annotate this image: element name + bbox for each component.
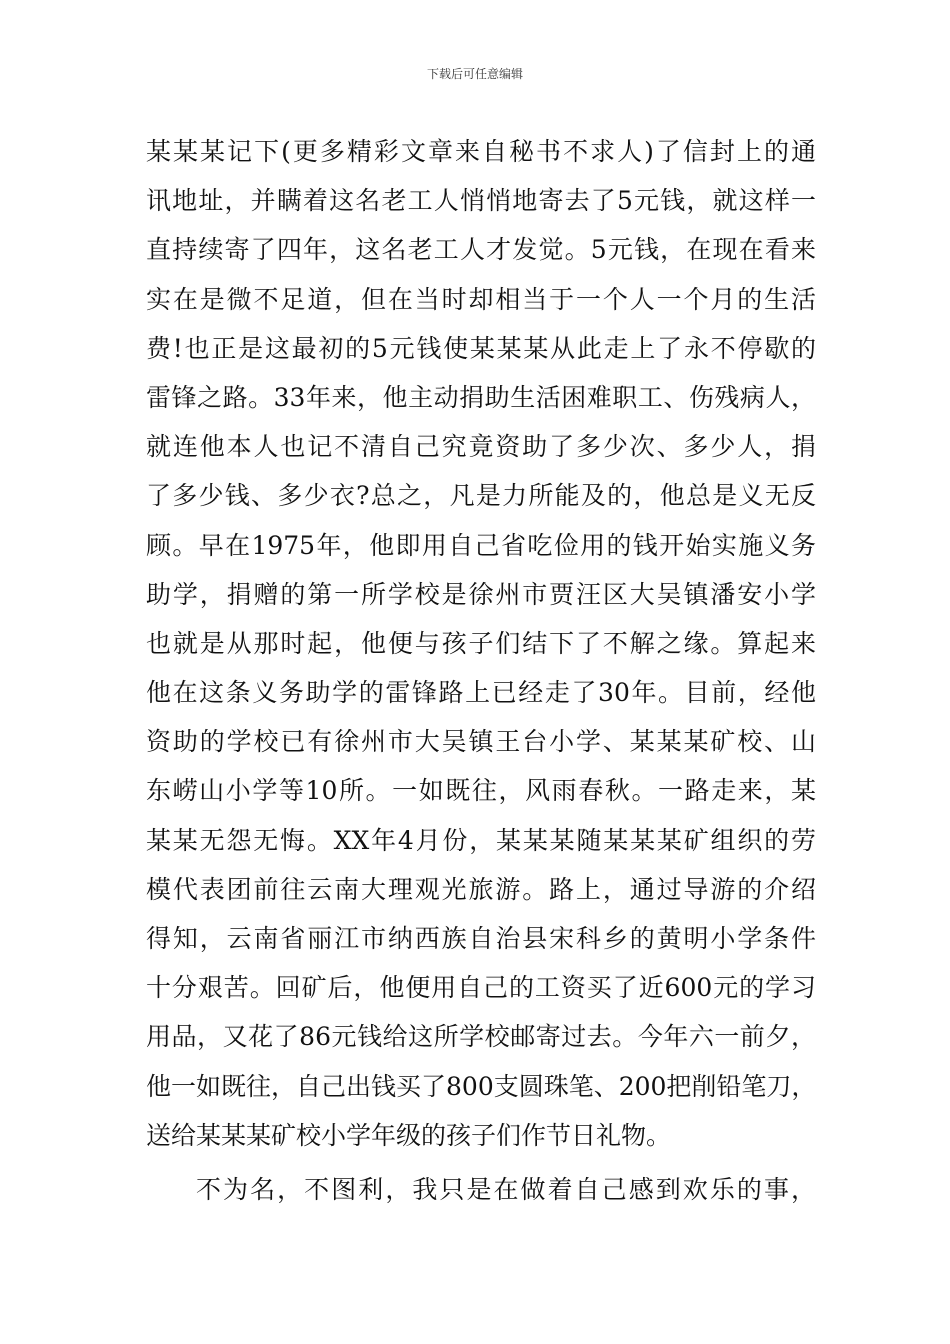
- text-line: 他一如既往，自己出钱买了800支圆珠笔、200把削铅笔刀，: [146, 1071, 817, 1101]
- text-line: 雷锋之路。33年来，他主动捐助生活困难职工、伤残病人，: [146, 382, 816, 412]
- paragraph-2: [146, 1165, 816, 1214]
- text-line: 得知，云南省丽江市纳西族自治县宋科乡的黄明小学条件: [146, 924, 816, 953]
- text-line: 直持续寄了四年，这名老工人才发觉。5元钱，在现在看来: [146, 235, 816, 265]
- text-line: 某某某记下(更多精彩文章来自秘书不求人)了信封上的通: [146, 137, 816, 166]
- text-line: 模代表团前往云南大理观光旅游。路上，通过导游的介绍: [146, 874, 816, 904]
- text-line: 用品，又花了86元钱给这所学校邮寄过去。今年六一前夕，: [146, 1022, 816, 1052]
- text-line: 送给某某某矿校小学年级的孩子们作节日礼物。: [146, 1120, 672, 1150]
- text-line: 东崂山小学等10所。一如既往，风雨春秋。一路走来，某: [146, 776, 816, 806]
- text-line: 助学，捐赠的第一所学校是徐州市贾汪区大吴镇潘安小学: [146, 579, 816, 609]
- document-body: [146, 127, 816, 1214]
- text-line: 费!也正是这最初的5元钱使某某某从此走上了永不停歇的: [146, 333, 816, 363]
- text-line: 不为名，不图利，我只是在做着自己感到欢乐的事，: [196, 1174, 816, 1204]
- page-header: 下载后可任意编辑: [426, 67, 523, 81]
- text-line: 了多少钱、多少衣?总之，凡是力所能及的，他总是义无反: [146, 481, 816, 511]
- text-line: 资助的学校已有徐州市大吴镇王台小学、某某某矿校、山: [146, 727, 816, 757]
- text-line: 讯地址，并瞒着这名老工人悄悄地寄去了5元钱，就这样一: [146, 186, 816, 216]
- text-line: 十分艰苦。回矿后，他便用自己的工资买了近600元的学习: [146, 973, 816, 1003]
- paragraph-1: [146, 127, 816, 1160]
- text-line: 实在是微不足道，但在当时却相当于一个人一个月的生活: [146, 284, 816, 314]
- text-line: 就连他本人也记不清自己究竟资助了多少次、多少人，捐: [146, 432, 816, 462]
- text-line: 也就是从那时起，他便与孩子们结下了不解之缘。算起来: [146, 628, 816, 658]
- text-line: 顾。早在1975年，他即用自己省吃俭用的钱开始实施义务: [146, 530, 816, 560]
- text-line: 他在这条义务助学的雷锋路上已经走了30年。目前，经他: [146, 678, 816, 708]
- text-line: 某某无怨无悔。XX年4月份，某某某随某某某矿组织的劳: [146, 825, 816, 855]
